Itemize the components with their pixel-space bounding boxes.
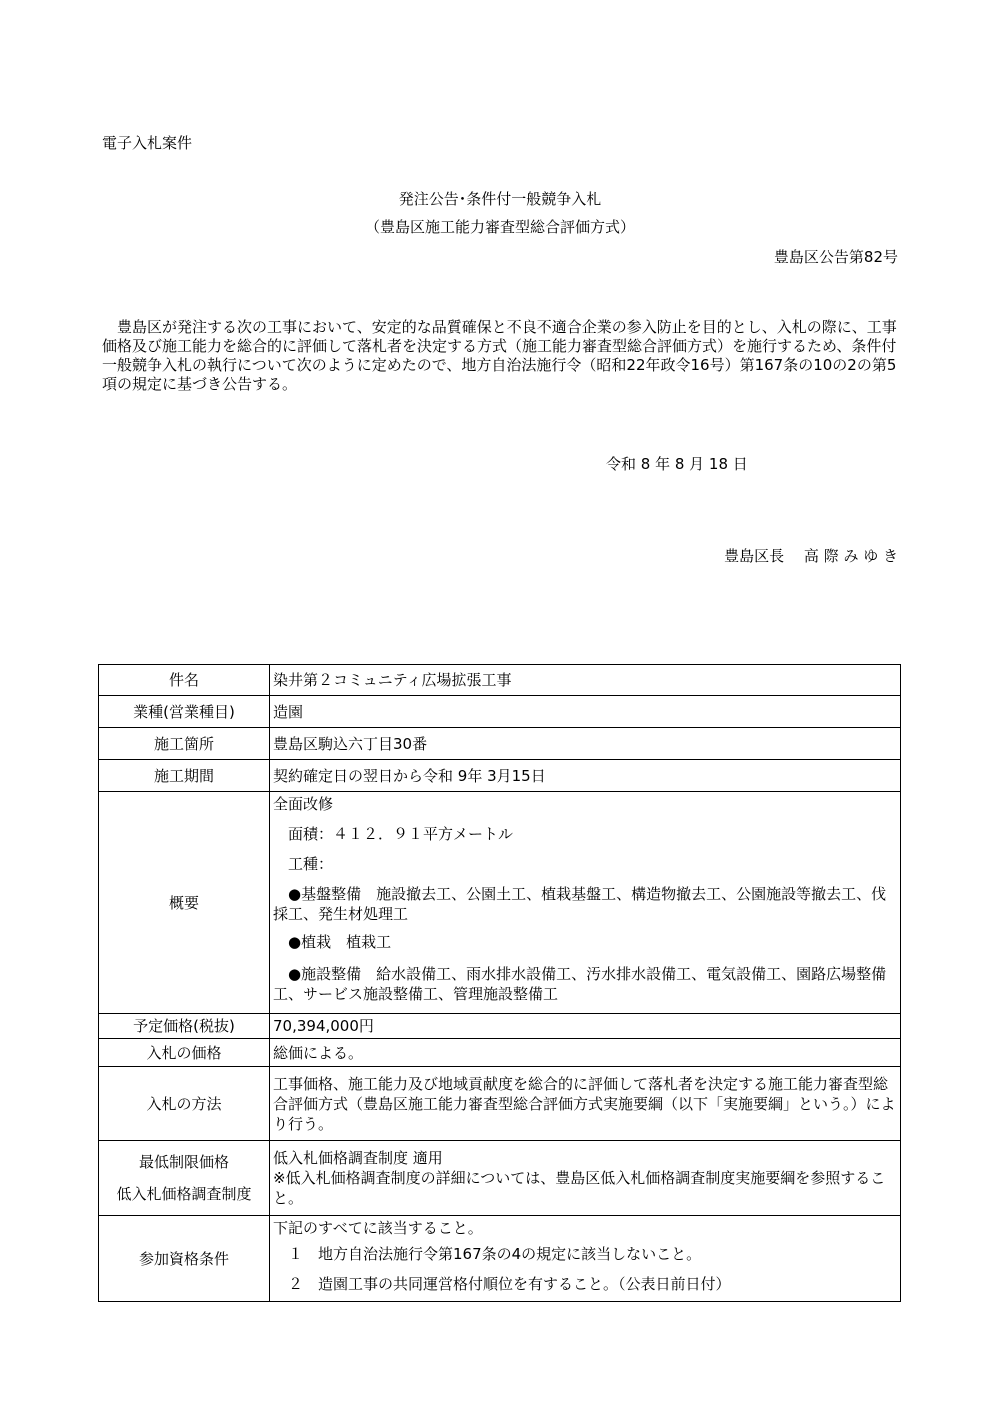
business-type: 造園	[270, 696, 901, 728]
table-row	[99, 728, 901, 760]
low-bid-survey-label: 低入札価格調査制度	[116, 1185, 252, 1203]
notice-date: 令和 8 年 8 月 18 日	[606, 455, 748, 473]
table-row	[99, 1216, 901, 1302]
row-label-project-name: 件名	[99, 665, 270, 696]
table-row	[99, 1014, 901, 1039]
row-label-minimum-price	[99, 1141, 270, 1216]
project-overview	[270, 792, 901, 1014]
estimated-price: 70,394,000円	[270, 1014, 901, 1039]
table-row	[99, 665, 901, 696]
notice-title: 発注公告･条件付一般競争入札	[398, 190, 602, 208]
minimum-price-info	[270, 1141, 901, 1216]
preamble-text: 豊島区が発注する次の工事において、安定的な品質確保と不良不適合企業の参入防止を目的とし、入札の際に、工事価格及び施工能力を総合的に評価して落札者を決定する方式（施工能力審査型総合評価方式）を施行するため、条件付一般競争入札の執行について次のように定めたので、地方自治法施行令（昭和22年政令16号）第167条の10の2の第5項の規定に基づき公告する。	[102, 318, 897, 393]
overview-line: 全面改修	[273, 795, 334, 813]
table-row	[99, 792, 901, 1014]
bid-method: 工事価格、施工能力及び地域貢献度を総合的に評価して落札者を決定する施工能力審査型総合評価方式（豊島区施工能力審査型総合評価方式実施要綱（以下「実施要綱」という。）により行う。	[270, 1067, 901, 1141]
mayor-signature: 豊島区長 高 際 み ゆ き	[724, 547, 898, 565]
overview-line: 工種：	[288, 855, 334, 873]
row-label-estimated-price: 予定価格(税抜)	[99, 1014, 270, 1039]
low-bid-survey-status: 低入札価格調査制度 適用	[273, 1149, 443, 1167]
row-label-qualifications: 参加資格条件	[99, 1216, 270, 1302]
construction-period: 契約確定日の翌日から令和 9年 3月15日	[270, 760, 901, 792]
row-label-period: 施工期間	[99, 760, 270, 792]
construction-site: 豊島区駒込六丁目30番	[270, 728, 901, 760]
row-label-business-type: 業種(営業種目)	[99, 696, 270, 728]
overview-line: 面積：４１２．９１平方メートル	[288, 825, 514, 843]
table-row	[99, 696, 901, 728]
qualification-line: １ 地方自治法施行令第167条の4の規定に該当しないこと。	[288, 1245, 702, 1263]
notice-number: 豊島区公告第82号	[773, 248, 898, 266]
table-row	[99, 1039, 901, 1067]
tender-details-table	[98, 664, 901, 1302]
qualification-line: ２ 造園工事の共同運営格付順位を有すること。（公表日前日付）	[288, 1275, 731, 1293]
row-label-site: 施工箇所	[99, 728, 270, 760]
overview-line: ●植栽 植栽工	[288, 933, 392, 951]
qualification-line: 下記のすべてに該当すること。	[273, 1219, 483, 1237]
minimum-price-label: 最低制限価格	[138, 1153, 229, 1171]
row-label-overview: 概要	[99, 792, 270, 1014]
row-label-bid-method: 入札の方法	[99, 1067, 270, 1141]
row-label-bid-price: 入札の価格	[99, 1039, 270, 1067]
table-row	[99, 1067, 901, 1141]
table-row	[99, 1141, 901, 1216]
low-bid-survey-note: ※低入札価格調査制度の詳細については、豊島区低入札価格調査制度実施要綱を参照すること。	[273, 1169, 886, 1207]
project-name: 染井第２コミュニティ広場拡張工事	[270, 665, 901, 696]
document-type-label: 電子入札案件	[102, 134, 193, 152]
overview-line: ●施設整備 給水設備工、雨水排水設備工、汚水排水設備工、電気設備工、園路広場整備工、サービス施設整備工、管理施設整備工	[273, 965, 887, 1003]
table-row	[99, 760, 901, 792]
participation-qualifications	[270, 1216, 901, 1302]
bid-price-basis: 総価による。	[270, 1039, 901, 1067]
overview-line: ●基盤整備 施設撤去工、公園土工、植栽基盤工、構造物撤去工、公園施設等撤去工、伐採工、発生材処理工	[273, 885, 887, 923]
notice-subtitle: （豊島区施工能力審査型総合評価方式）	[364, 218, 635, 236]
